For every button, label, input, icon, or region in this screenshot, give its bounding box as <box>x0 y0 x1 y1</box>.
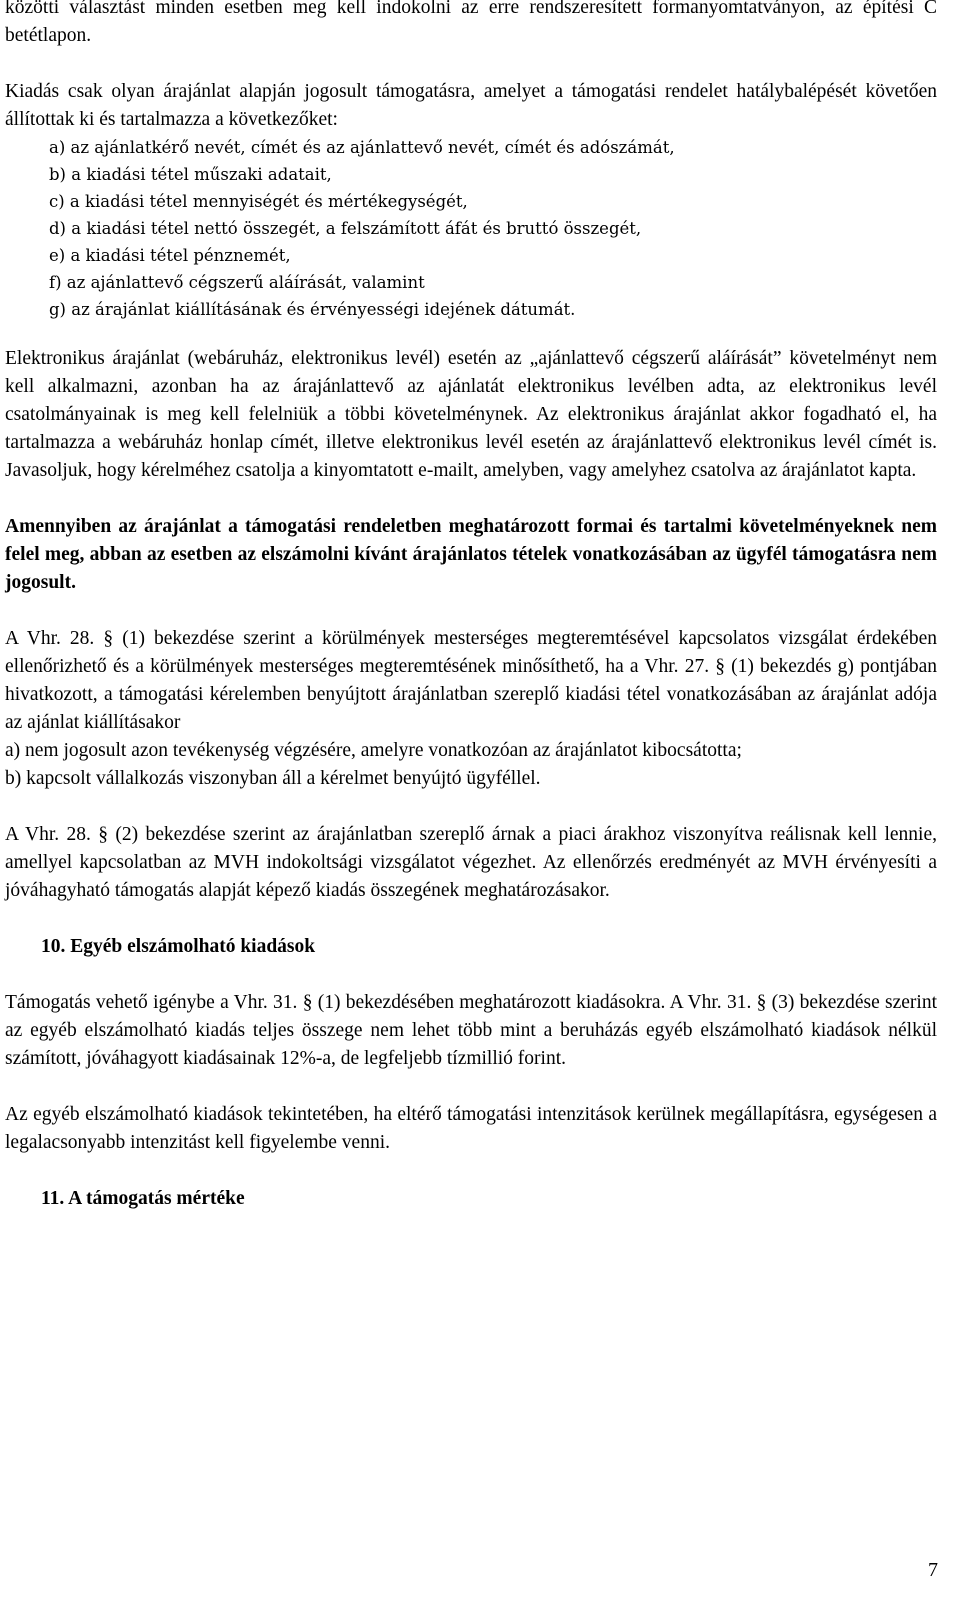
list-item: f) az ajánlattevő cégszerű aláírását, valamint <box>49 273 425 292</box>
list-item: d) a kiadási tétel nettó összegét, a felszámított áfát és bruttó összegét, <box>49 219 642 238</box>
list-item: c) a kiadási tétel mennyiségét és mértékegységét, <box>49 192 468 211</box>
intro-continuation-paragraph: közötti választást minden esetben meg kell indokolni az erre rendszeresített formanyomtatványon, az építési C betétlapon. <box>5 0 937 46</box>
document-page <box>5 0 937 1213</box>
list-item: b) a kiadási tétel műszaki adatait, <box>49 165 332 184</box>
spacer <box>5 905 937 933</box>
list-item: e) a kiadási tétel pénznemét, <box>49 246 291 265</box>
spacer <box>5 1157 937 1185</box>
list-item: a) az ajánlatkérő nevét, címét és az ajánlattevő nevét, címét és adószámát, <box>49 138 675 157</box>
spacer <box>5 1073 937 1101</box>
vhr-28-2-paragraph: A Vhr. 28. § (2) bekezdése szerint az árajánlatban szereplő árnak a piaci árakhoz viszonyítva reálisnak kell lennie, amellyel kapcsolatban az MVH indokoltsági vizsgálatot végezhet. Az ellenőrzés eredményét az MVH érvényesíti a jóváhagyható támogatás alapját képező kiadás összegének meghatározásakor. <box>5 824 937 901</box>
quote-requirements-list <box>5 134 937 323</box>
section-10-paragraph-2: Az egyéb elszámolható kiadások tekintetében, ha eltérő támogatási intenzitások kerülnek megállapításra, egységesen a legalacsonyabb intenzitást kell figyelembe venni. <box>5 1104 937 1153</box>
section-10-heading: 10. Egyéb elszámolható kiadások <box>41 936 316 957</box>
quote-intro-paragraph: Kiadás csak olyan árajánlat alapján jogosult támogatásra, amelyet a támogatási rendelet hatálybalépését követően állítottak ki és tartalmazza a következőket: <box>5 81 937 130</box>
spacer <box>5 961 937 989</box>
list-item: g) az árajánlat kiállításának és érvényességi idejének dátumát. <box>49 300 576 319</box>
section-10-paragraph-1: Támogatás vehető igénybe a Vhr. 31. § (1) bekezdésében meghatározott kiadásokra. A Vhr. 31. § (3) bekezdése szerint az egyéb elszámolható kiadás teljes összege nem lehet több mint a beruházás egyéb elszámolható kiadások nélkül számított, jóváhagyott kiadásainak 12%-a, de legfeljebb tízmillió forint. <box>5 992 937 1069</box>
electronic-quote-paragraph: Elektronikus árajánlat (webáruház, elektronikus levél) esetén az „ajánlattevő cégszerű aláírását” követelményt nem kell alkalmazni, azonban ha az árajánlattevő az ajánlatát elektronikus levélben adta, az elektronikus levél csatolmányainak is meg kell felelniük a többi követelménynek. Az elektronikus árajánlat akkor fogadható el, ha tartalmazza a webáruház honlap címét, illetve elektronikus levél esetén az árajánlattevő elektronikus levél címét is. Javasoljuk, hogy kérelméhez csatolja a kinyomtatott e-mailt, amelyben, vagy amelyhez csatolva az árajánlatot kapta. <box>5 348 937 481</box>
spacer <box>5 323 937 345</box>
vhr-28-1-paragraph: A Vhr. 28. § (1) bekezdése szerint a körülmények mesterséges megteremtésével kapcsolatos vizsgálat érdekében ellenőrizhető és a körülmények mesterséges megteremtésének minősíthető, ha a Vhr. 27. § (1) bekezdés g) pontjában hivatkozott, a támogatási kérelemben benyújtott árajánlatban szereplő kiadási tétel vonatkozásában az árajánlat adója az ajánlat kiállításakor <box>5 628 937 733</box>
spacer <box>5 485 937 513</box>
warning-paragraph: Amennyiben az árajánlat a támogatási rendeletben meghatározott formai és tartalmi követelményeknek nem felel meg, abban az esetben az elszámolni kívánt árajánlatos tételek vonatkozásában az ügyfél támogatásra nem jogosult. <box>5 516 937 593</box>
spacer <box>5 597 937 625</box>
spacer <box>5 793 937 821</box>
page-number: 7 <box>928 1559 938 1581</box>
spacer <box>5 50 937 78</box>
section-11-heading: 11. A támogatás mértéke <box>41 1188 245 1209</box>
vhr-28-1-point-a: a) nem jogosult azon tevékenység végzésére, amelyre vonatkozóan az árajánlatot kibocsátotta; <box>5 740 742 761</box>
vhr-28-1-point-b: b) kapcsolt vállalkozás viszonyban áll a kérelmet benyújtó ügyféllel. <box>5 768 541 789</box>
